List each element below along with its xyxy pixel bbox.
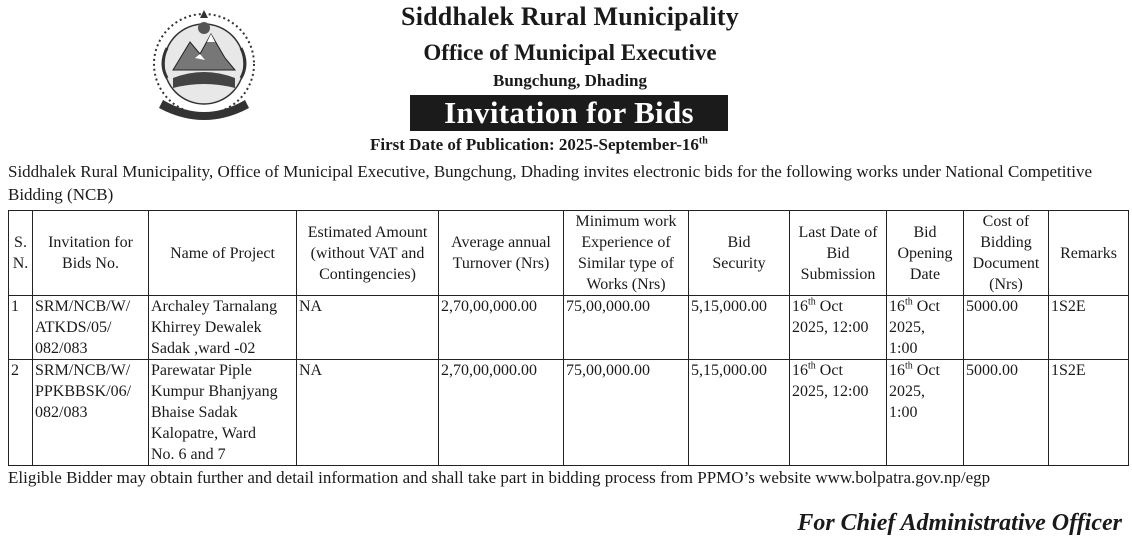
header-bid-no: Invitation for Bids No. [33,211,149,296]
cell-bid-security: 5,15,000.00 [689,360,790,466]
submission-day: 16 [792,362,808,379]
cell-turnover: 2,70,00,000.00 [439,296,564,360]
submission-rest: Oct 2025, 12:00 [792,362,869,400]
opening-day: 16 [889,362,905,379]
cell-document-cost: 5000.00 [964,296,1049,360]
cell-bid-no: SRM/NCB/W/ PPKBBSK/06/ 082/083 [33,360,149,466]
cell-document-cost: 5000.00 [964,360,1049,466]
publication-date [370,135,790,155]
cell-experience: 75,00,000.00 [564,360,689,466]
submission-day-suffix: th [808,360,816,372]
office-address: Bungchung, Dhading [492,71,648,90]
intro-paragraph: Siddhalek Rural Municipality, Office of Municipal Executive, Bungchung, Dhading invites electronic bids for the following works under National Competitive Bidding (NCB) [8,162,1092,204]
header-estimated-amount: Estimated Amount (without VAT and Contingencies) [297,211,439,296]
header-remarks: Remarks [1049,211,1129,296]
cell-estimated-amount: NA [297,360,439,466]
cell-project: Archaley Tarnalang Khirrey Dewalek Sadak ,ward -02 [149,296,297,360]
header-document-cost: Cost of Bidding Document (Nrs) [964,211,1049,296]
header-opening-date: Bid Opening Date [887,211,964,296]
submission-day-suffix: th [808,296,816,308]
signature-line: For Chief Administrative Officer [797,510,1122,536]
table-header-row [9,211,1129,296]
opening-rest: Oct 2025, 1:00 [889,362,940,421]
opening-rest: Oct 2025, 1:00 [889,298,940,357]
opening-day: 16 [889,298,905,315]
cell-bid-security: 5,15,000.00 [689,296,790,360]
cell-submission-date [790,296,887,360]
cell-sn: 2 [9,360,33,466]
cell-bid-no: SRM/NCB/W/ ATKDS/05/ 082/083 [33,296,149,360]
cell-remarks: 1S2E [1049,360,1129,466]
municipality-name: Siddhalek Rural Municipality [401,2,739,31]
header-project: Name of Project [149,211,297,296]
cell-turnover: 2,70,00,000.00 [439,360,564,466]
table-row [9,296,1129,360]
submission-day: 16 [792,298,808,315]
header-submission-date: Last Date of Bid Submission [790,211,887,296]
cell-estimated-amount: NA [297,296,439,360]
bids-table [8,210,1129,466]
opening-day-suffix: th [905,360,913,372]
table-row [9,360,1129,466]
submission-rest: Oct 2025, 12:00 [792,298,869,336]
publication-date-suffix: th [698,135,708,147]
cell-submission-date [790,360,887,466]
cell-sn: 1 [9,296,33,360]
header-sn: S. N. [9,211,33,296]
office-name: Office of Municipal Executive [423,40,717,65]
header-bid-security: Bid Security [689,211,790,296]
cell-experience: 75,00,000.00 [564,296,689,360]
footer-note: Eligible Bidder may obtain further and detail information and shall take part in bidding process from PPMO’s website www.bolpatra.gov.np/egp [8,468,991,487]
publication-date-text: First Date of Publication: 2025-September-16 [370,135,699,154]
header-experience: Minimum work Experience of Similar type of Works (Nrs) [564,211,689,296]
cell-opening-date [887,360,964,466]
cell-project: Parewatar Piple Kumpur Bhanjyang Bhaise Sadak Kalopatre, Ward No. 6 and 7 [149,360,297,466]
cell-opening-date [887,296,964,360]
opening-day-suffix: th [905,296,913,308]
cell-remarks: 1S2E [1049,296,1129,360]
notice-title: Invitation for Bids [410,95,728,131]
header-turnover: Average annual Turnover (Nrs) [439,211,564,296]
